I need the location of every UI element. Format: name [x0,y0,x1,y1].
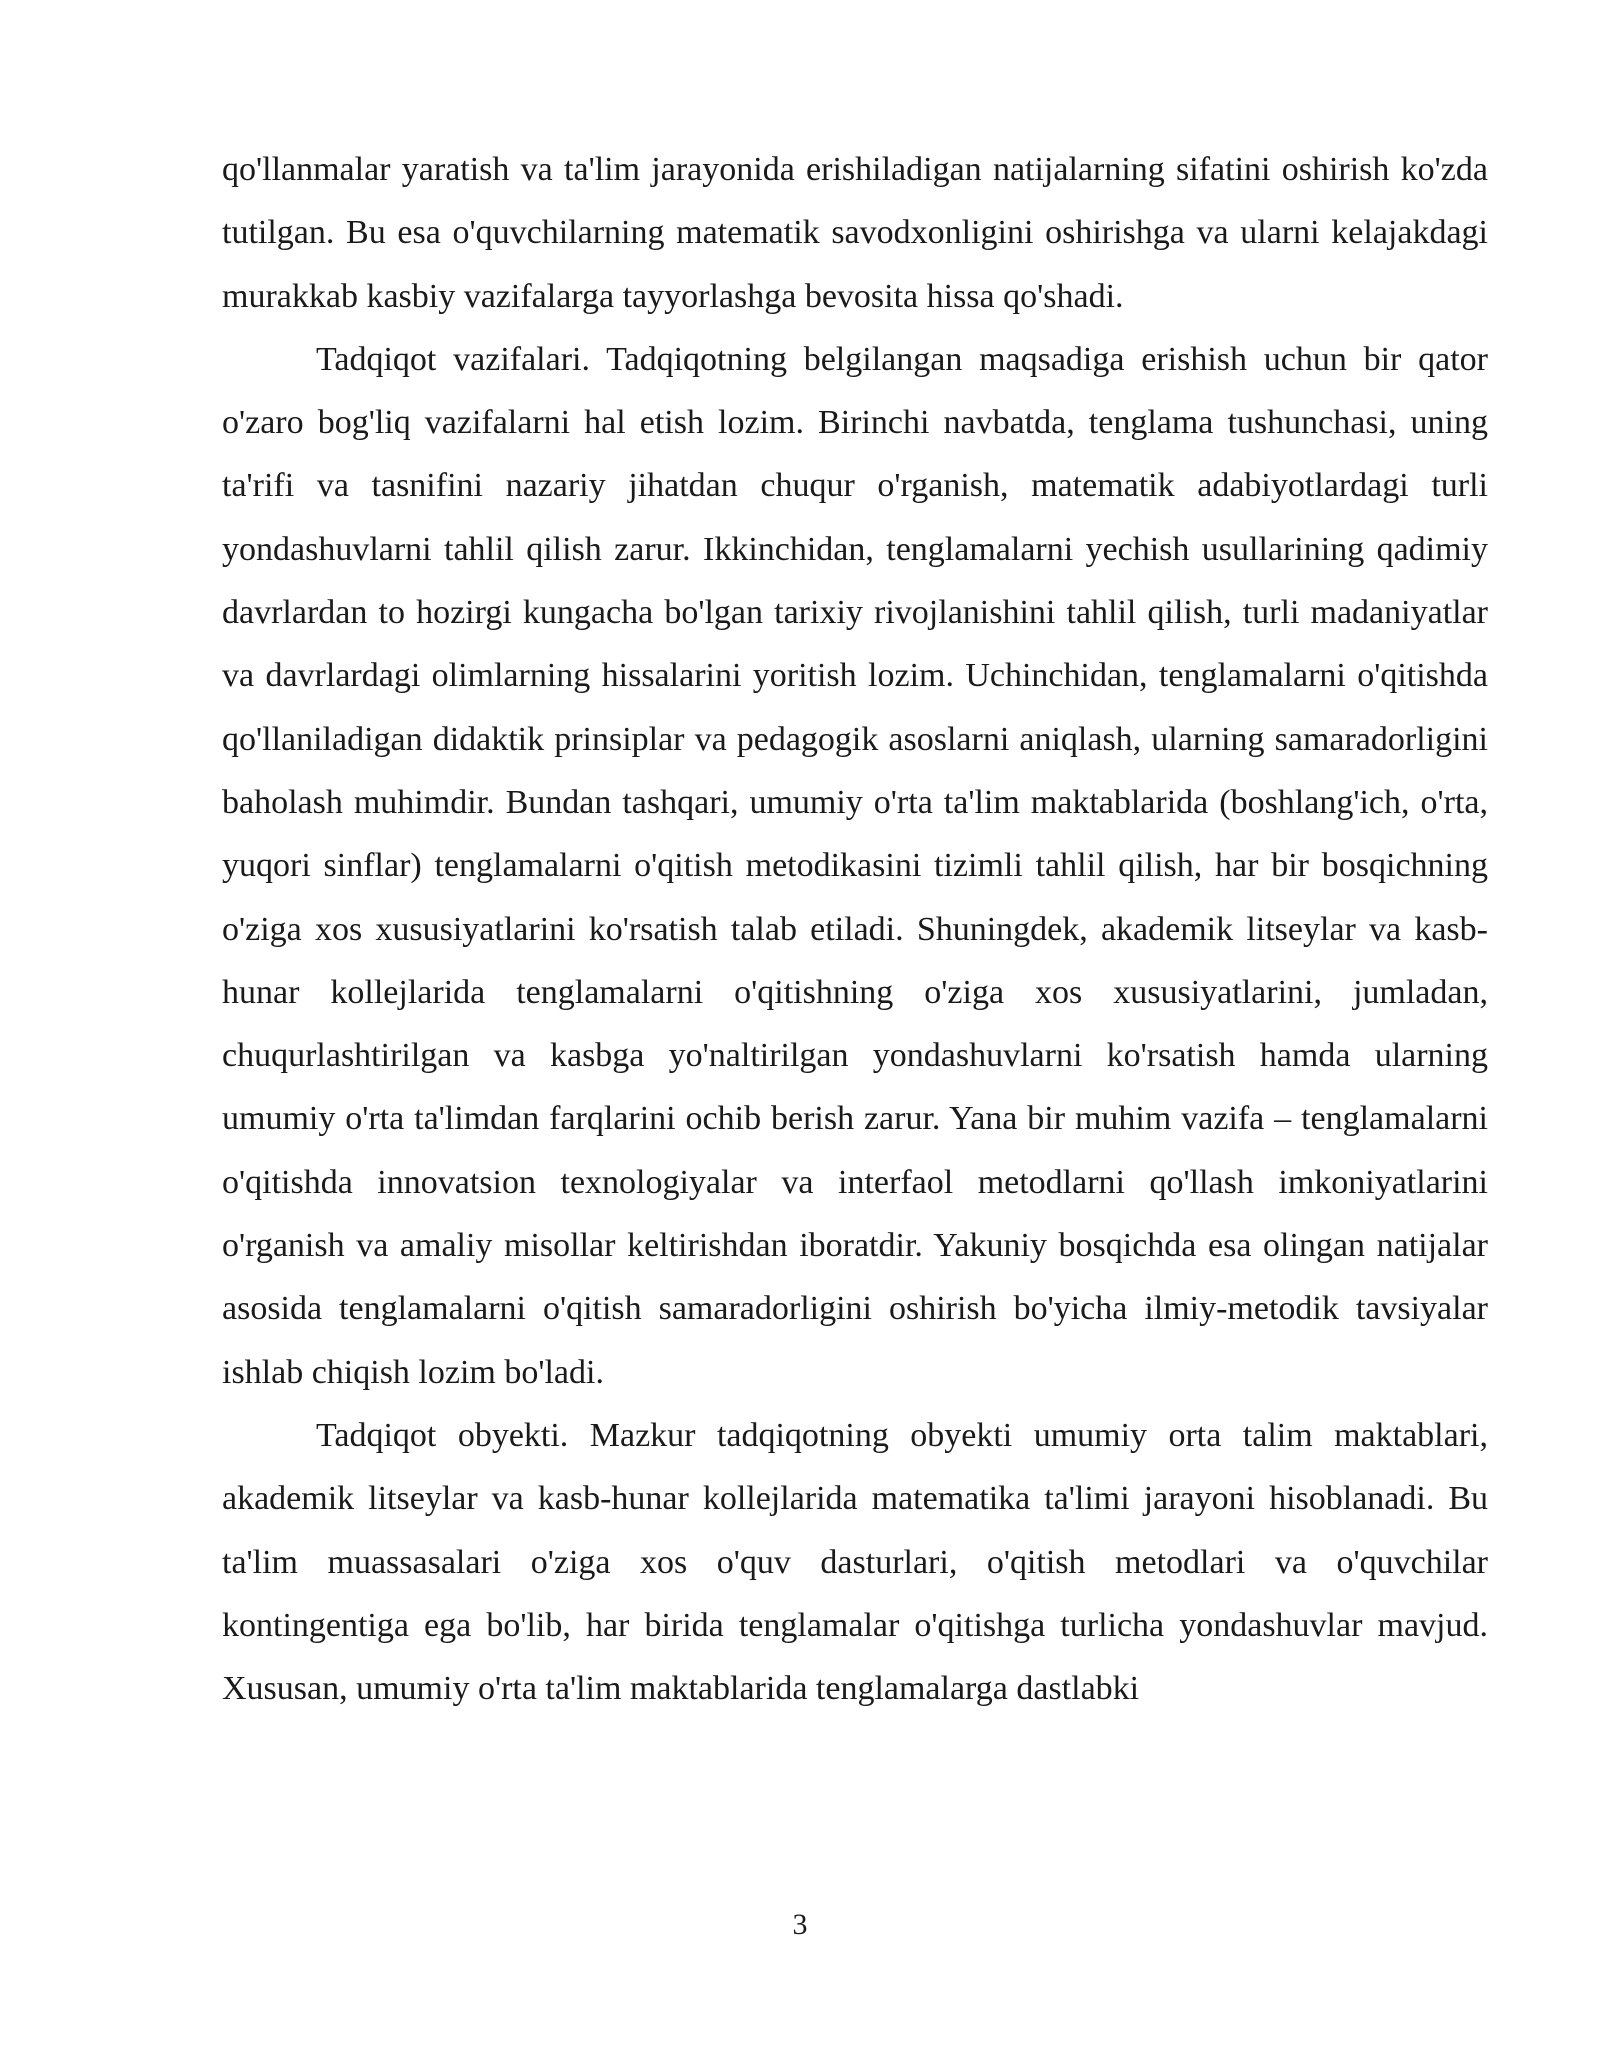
page-number: 3 [792,1908,808,1941]
page-body [222,138,1488,1720]
paragraph-continuation: qo'llanmalar yaratish va ta'lim jarayonida erishiladigan natijalarning sifatini oshirish ko'zda tutilgan. Bu esa o'quvchilarning matematik savodxonligini oshirishga va ularni kelajakdagi murakkab kasbiy vazifalarga tayyorlashga bevosita hissa qo'shadi. [222,151,1488,315]
paragraph-research-tasks: Tadqiqot vazifalari. Tadqiqotning belgilangan maqsadiga erishish uchun bir qator o'zaro bog'liq vazifalarni hal etish lozim. Birinchi navbatda, tenglama tushunchasi, uning ta'rifi va tasnifini nazariy jihatdan chuqur o'rganish, matematik adabiyotlardagi turli yondashuvlarni tahlil qilish zarur. Ikkinchidan, tenglamalarni yechish usullarining qadimiy davrlardan to hozirgi kungacha bo'lgan tarixiy rivojlanishini tahlil qilish, turli madaniyatlar va davrlardagi olimlarning hissalarini yoritish lozim. Uchinchidan, tenglamalarni o'qitishda qo'llaniladigan didaktik prinsiplar va pedagogik asoslarni aniqlash, ularning samaradorligini baholash muhimdir. Bundan tashqari, umumiy o'rta ta'lim maktablarida (boshlang'ich, o'rta, yuqori sinflar) tenglamalarni o'qitish metodikasini tizimli tahlil qilish, har bir bosqichning o'ziga xos xususiyatlarini ko'rsatish talab etiladi. Shuningdek, akademik litseylar va kasb-hunar kollejlarida tenglamalarni o'qitishning o'ziga xos xususiyatlarini, jumladan, chuqurlashtirilgan va kasbga yo'naltirilgan yondashuvlarni ko'rsatish hamda ularning umumiy o'rta ta'limdan farqlarini ochib berish zarur. Yana bir muhim vazifa – tenglamalarni o'qitishda innovatsion texnologiyalar va interfaol metodlarni qo'llash imkoniyatlarini o'rganish va amaliy misollar keltirishdan iboratdir. Yakuniy bosqichda esa olingan natijalar asosida tenglamalarni o'qitish samaradorligini oshirish bo'yicha ilmiy-metodik tavsiyalar ishlab chiqish lozim bo'ladi. [222,340,1488,1391]
paragraph-research-object: Tadqiqot obyekti. Mazkur tadqiqotning obyekti umumiy orta talim maktablari, akademik litseylar va kasb-hunar kollejlarida matematika ta'limi jarayoni hisoblanadi. Bu ta'lim muassasalari o'ziga xos o'quv dasturlari, o'qitish metodlari va o'quvchilar kontingentiga ega bo'lib, har birida tenglamalar o'qitishga turlicha yondashuvlar mavjud. Xususan, umumiy o'rta ta'lim maktablarida tenglamalarga dastlabki [222,1416,1488,1708]
